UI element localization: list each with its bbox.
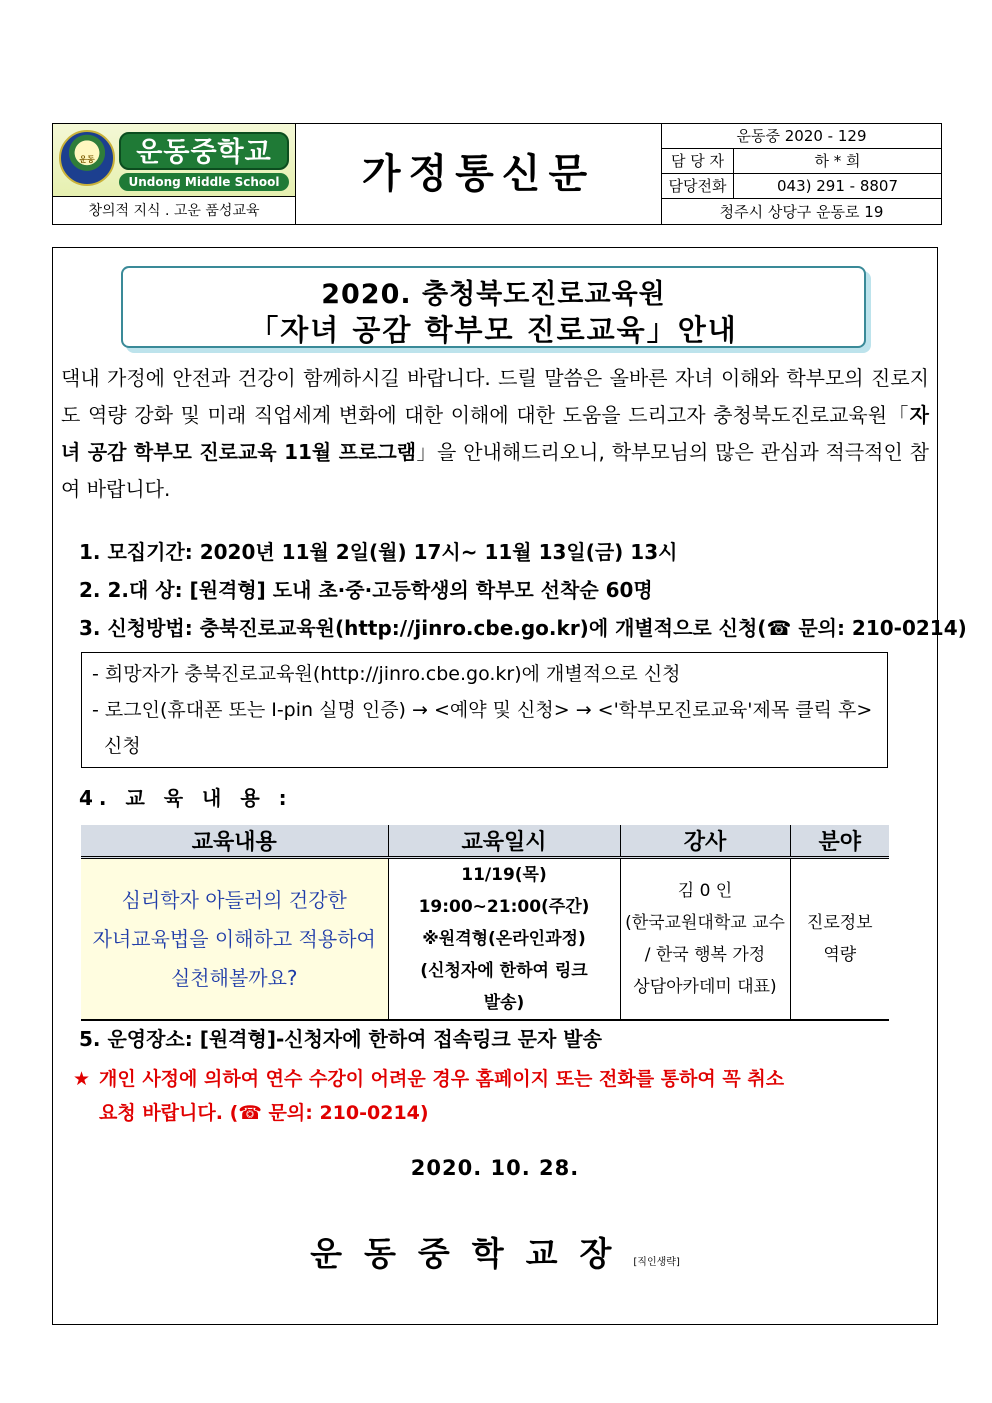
school-logo [53, 124, 295, 197]
content-line: 자녀교육법을 이해하고 적용하여 [92, 926, 376, 951]
seal-omitted: [직인생략] [633, 1257, 680, 1268]
apply-step-2-cont: 신청 [104, 735, 141, 757]
notice-line-2: 요청 바랍니다. (☎ 문의: 210-0214) [99, 1102, 429, 1124]
datetime-line: (신청자에 한하여 링크 [420, 961, 588, 981]
phone-row [662, 174, 941, 199]
signature-name: 운동중학교장 [310, 1234, 634, 1273]
manager-row [662, 149, 941, 174]
datetime-line: 19:00~21:00(주간) [418, 897, 590, 917]
notice-banner [121, 266, 866, 348]
venue-info: 5. 운영장소: [원격형]-신청자에 한하여 접속링크 문자 발송 [79, 1027, 602, 1051]
doc-number-row [662, 124, 941, 149]
school-address: 청주시 상당구 운동로 19 [719, 203, 884, 221]
document-header [52, 123, 942, 225]
intro-program-name: 자녀 공감 학부모 진로교육 11월 프로그램 [61, 403, 929, 464]
instructor-line: / 한국 행복 가정 [644, 945, 766, 965]
table-header-row [81, 825, 889, 858]
school-motto: 창의적 지식 . 고운 품성교육 [88, 203, 260, 219]
header-field: 분야 [790, 825, 889, 858]
cell-field [790, 858, 889, 1021]
phone-value: 043) 291 - 8807 [776, 177, 898, 195]
school-logo-box [52, 123, 296, 225]
manager-value: 하 * 희 [814, 152, 861, 170]
school-emblem-icon [59, 130, 115, 186]
apply-step-1: - 희망자가 충북진로교육원(http://jinro.cbe.go.kr)에 개별적으로 신청 [92, 663, 681, 685]
issue-date: 2020. 10. 28. [410, 1156, 580, 1180]
manager-label: 담 당 자 [662, 149, 734, 173]
intro-text-2: 」을 안내해드리오니, 학부모님의 많은 관심과 적극적인 참여 바랍니다. [61, 440, 929, 501]
logo-school-name: 운동중학교 [119, 132, 289, 170]
recruit-period: 1. 모집기간: 2020년 11월 2일(월) 17시~ 11월 13일(금) 13시 [79, 540, 678, 564]
logo-english-name: Undong Middle School [119, 173, 289, 191]
address-row [662, 199, 941, 225]
instructor-line: 상담아카데미 대표) [633, 977, 777, 997]
banner-line-2: 「자녀 공감 학부모 진로교육」안내 [249, 313, 738, 347]
header-instructor: 강사 [620, 825, 790, 858]
document-title: 가정통신문 [296, 123, 661, 225]
cell-instructor [620, 858, 790, 1021]
target-audience: 2. 2.대 상: [원격형] 도내 초·중·고등학생의 학부모 선착순 60명 [79, 578, 653, 602]
notice-line-1: 개인 사정에 의하여 연수 수강이 어려운 경우 홈페이지 또는 전화를 통하여 꼭 취소 [99, 1068, 785, 1090]
doc-number: 운동중 2020 - 129 [736, 127, 867, 145]
intro-paragraph [61, 360, 929, 508]
phone-label: 담당전화 [662, 174, 734, 198]
header-content: 교육내용 [81, 825, 388, 858]
principal-signature [53, 1228, 937, 1275]
apply-instructions-box [81, 652, 888, 768]
instructor-line: 김 0 인 [677, 881, 733, 901]
datetime-line: 11/19(목) [461, 865, 547, 885]
header-datetime: 교육일시 [388, 825, 620, 858]
cell-datetime [388, 858, 620, 1021]
instructor-line: (한국교원대학교 교수 [625, 913, 785, 933]
datetime-line: 발송) [483, 993, 525, 1013]
field-line: 진로정보 [806, 913, 873, 933]
content-line: 심리학자 아들러의 건강한 [121, 887, 347, 912]
star-icon: ★ [73, 1068, 91, 1090]
intro-text-1: 댁내 가정에 안전과 건강이 함께하시길 바랍니다. 드릴 말씀은 올바른 자녀 이해와 학부모의 진로지도 역량 강화 및 미래 직업세계 변화에 대한 이해에 대한 도움을 드리고자 충청북도진로교육원「 [61, 366, 929, 427]
document-body [52, 247, 967, 1325]
content-line: 실천해볼까요? [170, 965, 298, 990]
apply-step-2: - 로그인(휴대폰 또는 I-pin 실명 인증) → <예약 및 신청> → <'학부모진로교육'제목 클릭 후> [92, 699, 873, 721]
apply-method: 3. 신청방법: 충북진로교육원(http://jinro.cbe.go.kr)에 개별적으로 신청(☎ 문의: 210-0214) [79, 616, 967, 640]
emblem-text: 운동 [79, 155, 95, 164]
cancel-notice [73, 1062, 923, 1130]
section-education-content-heading: 4. 교 육 내 용 : [79, 786, 293, 810]
datetime-line: ※원격형(온라인과정) [422, 929, 586, 949]
document-info-table [661, 123, 942, 225]
table-row [81, 858, 889, 1021]
field-line: 역량 [823, 945, 857, 965]
education-table [81, 825, 889, 1021]
banner-line-1: 2020. 충청북도진로교육원 [321, 279, 666, 310]
cell-content [81, 858, 388, 1021]
